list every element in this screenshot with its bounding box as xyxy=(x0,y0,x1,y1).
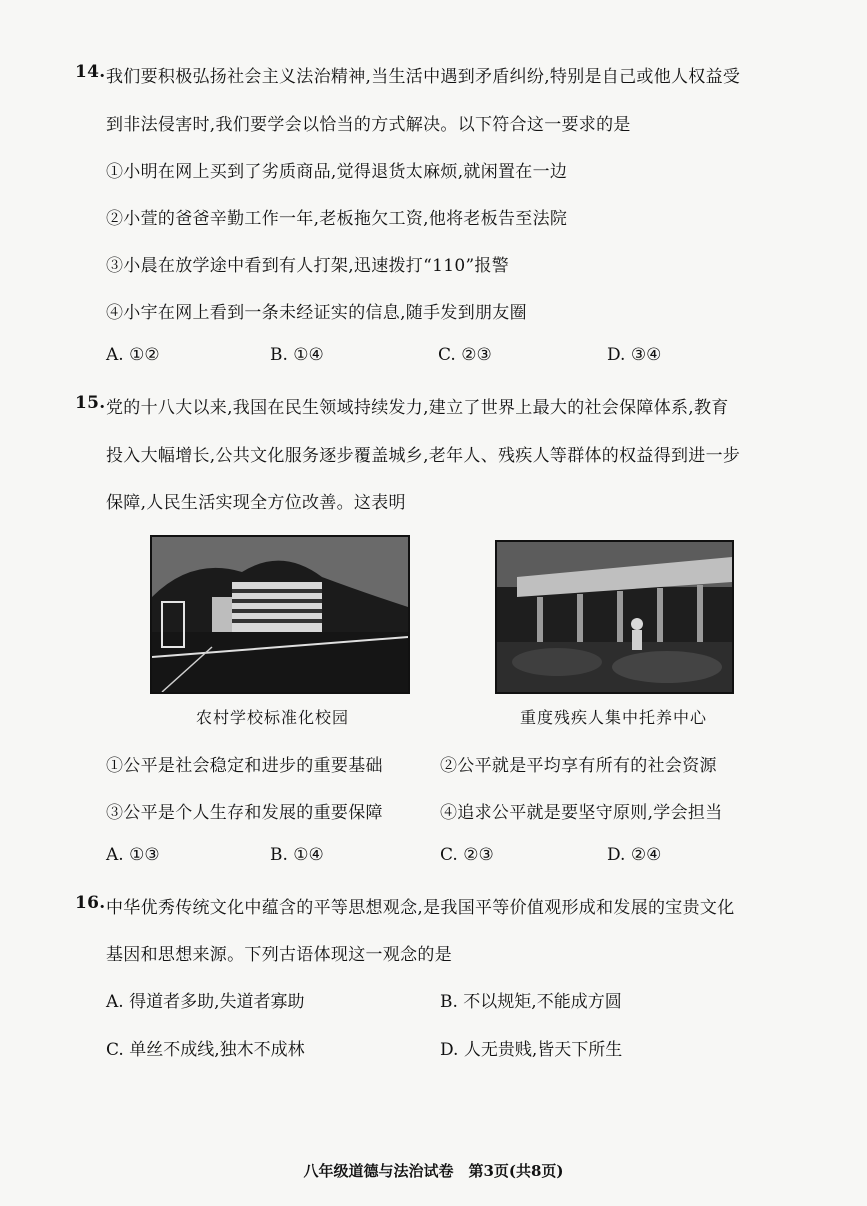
q14-stem-line1: 我们要积极弘扬社会主义法治精神,当生活中遇到矛盾纠纷,特别是自己或他人权益受 xyxy=(106,67,741,87)
q14-option-d[interactable]: D. ③④ xyxy=(607,345,662,365)
q15-option-d[interactable]: D. ②④ xyxy=(607,845,662,865)
rural-school-photo xyxy=(150,535,410,694)
q16-option-d[interactable]: D. 人无贵贱,皆天下所生 xyxy=(440,1040,623,1060)
q16-option-b[interactable]: B. 不以规矩,不能成方圆 xyxy=(440,992,622,1012)
q14-item-3: ③小晨在放学途中看到有人打架,迅速拨打“110”报警 xyxy=(106,256,510,276)
q14-item-1: ①小明在网上买到了劣质商品,觉得退货太麻烦,就闲置在一边 xyxy=(106,162,568,182)
q15-option-c[interactable]: C. ②③ xyxy=(440,845,494,865)
q15-stem-line2: 投入大幅增长,公共文化服务逐步覆盖城乡,老年人、残疾人等群体的权益得到进一步 xyxy=(106,446,741,466)
q14-stem-line2: 到非法侵害时,我们要学会以恰当的方式解决。以下符合这一要求的是 xyxy=(106,115,631,135)
q16-stem-line2: 基因和思想来源。下列古语体现这一观念的是 xyxy=(106,945,452,965)
q15-number: 15. xyxy=(75,393,106,413)
page-footer: 八年级道德与法治试卷 第3页(共8页) xyxy=(303,1162,564,1180)
q16-option-a[interactable]: A. 得道者多助,失道者寡助 xyxy=(106,992,305,1012)
q14-item-2: ②小萱的爸爸辛勤工作一年,老板拖欠工资,他将老板告至法院 xyxy=(106,209,568,229)
q16-number: 16. xyxy=(75,893,106,913)
q15-stem-line1: 党的十八大以来,我国在民生领域持续发力,建立了世界上最大的社会保障体系,教育 xyxy=(106,398,729,418)
q14-number: 14. xyxy=(75,62,106,82)
q16-stem-line1: 中华优秀传统文化中蕴含的平等思想观念,是我国平等价值观形成和发展的宝贵文化 xyxy=(106,898,735,918)
q14-option-a[interactable]: A. ①② xyxy=(106,345,160,365)
care-center-photo xyxy=(495,540,734,694)
q15-item-1: ①公平是社会稳定和进步的重要基础 xyxy=(106,756,383,776)
q15-option-b[interactable]: B. ①④ xyxy=(270,845,324,865)
rural-school-caption: 农村学校标准化校园 xyxy=(196,708,350,727)
q14-option-b[interactable]: B. ①④ xyxy=(270,345,324,365)
q15-item-4: ④追求公平就是要坚守原则,学会担当 xyxy=(440,803,723,823)
q15-option-a[interactable]: A. ①③ xyxy=(106,845,160,865)
q15-item-2: ②公平就是平均享有所有的社会资源 xyxy=(440,756,717,776)
q16-option-c[interactable]: C. 单丝不成线,独木不成林 xyxy=(106,1040,305,1060)
care-center-caption: 重度残疾人集中托养中心 xyxy=(520,708,708,727)
q14-item-4: ④小宇在网上看到一条未经证实的信息,随手发到朋友圈 xyxy=(106,303,527,323)
q15-stem-line3: 保障,人民生活实现全方位改善。这表明 xyxy=(106,493,406,513)
q14-option-c[interactable]: C. ②③ xyxy=(438,345,492,365)
q15-item-3: ③公平是个人生存和发展的重要保障 xyxy=(106,803,383,823)
